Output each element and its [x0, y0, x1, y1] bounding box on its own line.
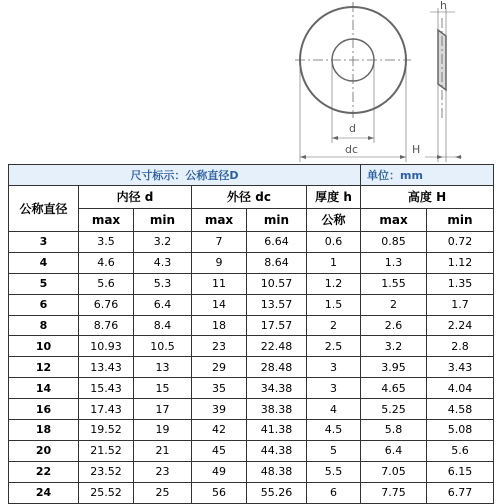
value-cell: 48.38 — [247, 461, 307, 482]
value-cell: 11 — [192, 273, 247, 294]
value-cell: 2 — [307, 315, 361, 336]
value-cell: 0.6 — [307, 232, 361, 253]
table-row — [9, 461, 494, 482]
sub-height-max: max — [361, 209, 427, 232]
value-cell: 23.52 — [79, 461, 134, 482]
value-cell: 6.64 — [247, 232, 307, 253]
header-outer: 外径 dc — [192, 186, 307, 209]
value-cell: 6 — [307, 482, 361, 503]
table-row — [9, 252, 494, 273]
value-cell: 10.57 — [247, 273, 307, 294]
value-cell: 41.38 — [247, 420, 307, 441]
value-cell: 28.48 — [247, 357, 307, 378]
value-cell: 1.7 — [427, 294, 494, 315]
value-cell: 29 — [192, 357, 247, 378]
value-cell: 44.38 — [247, 440, 307, 461]
washer-drawing — [0, 0, 500, 165]
table-caption: 尺寸标示：公称直径D — [9, 165, 361, 186]
value-cell: 2.24 — [427, 315, 494, 336]
value-cell: 5.6 — [79, 273, 134, 294]
value-cell: 6.4 — [361, 440, 427, 461]
dimension-arrows — [300, 136, 461, 159]
table-row — [9, 378, 494, 399]
value-cell: 6.76 — [79, 294, 134, 315]
value-cell: 8.64 — [247, 252, 307, 273]
value-cell: 1.55 — [361, 273, 427, 294]
table-row — [9, 399, 494, 420]
value-cell: 2.6 — [361, 315, 427, 336]
value-cell: 4.04 — [427, 378, 494, 399]
value-cell: 2 — [361, 294, 427, 315]
header-height: 高度 H — [361, 186, 494, 209]
spec-table — [8, 164, 494, 504]
value-cell: 17.43 — [79, 399, 134, 420]
value-cell: 19 — [134, 420, 192, 441]
table-row — [9, 357, 494, 378]
value-cell: 1.35 — [427, 273, 494, 294]
value-cell: 4.65 — [361, 378, 427, 399]
table-row — [9, 273, 494, 294]
nominal-cell: 18 — [9, 420, 79, 441]
value-cell: 22.48 — [247, 336, 307, 357]
value-cell: 3 — [307, 378, 361, 399]
subheader-row — [9, 209, 494, 232]
value-cell: 5.5 — [307, 461, 361, 482]
nominal-cell: 8 — [9, 315, 79, 336]
value-cell: 9 — [192, 252, 247, 273]
value-cell: 14 — [192, 294, 247, 315]
value-cell: 17.57 — [247, 315, 307, 336]
value-cell: 3.2 — [134, 232, 192, 253]
value-cell: 4.58 — [427, 399, 494, 420]
table-row — [9, 294, 494, 315]
value-cell: 3 — [307, 357, 361, 378]
sub-inner-min: min — [134, 209, 192, 232]
value-cell: 3.5 — [79, 232, 134, 253]
value-cell: 13.57 — [247, 294, 307, 315]
value-cell: 7 — [192, 232, 247, 253]
value-cell: 6.77 — [427, 482, 494, 503]
value-cell: 39 — [192, 399, 247, 420]
value-cell: 10.93 — [79, 336, 134, 357]
label-dc: dc — [345, 143, 359, 156]
value-cell: 8.4 — [134, 315, 192, 336]
nominal-cell: 10 — [9, 336, 79, 357]
value-cell: 34.38 — [247, 378, 307, 399]
nominal-cell: 20 — [9, 440, 79, 461]
table-row — [9, 315, 494, 336]
value-cell: 0.72 — [427, 232, 494, 253]
sub-height-min: min — [427, 209, 494, 232]
value-cell: 17 — [134, 399, 192, 420]
sub-thick-nominal: 公称 — [307, 209, 361, 232]
washer-side-view — [425, 8, 462, 162]
value-cell: 56 — [192, 482, 247, 503]
value-cell: 5.8 — [361, 420, 427, 441]
value-cell: 4.6 — [79, 252, 134, 273]
value-cell: 10.5 — [134, 336, 192, 357]
nominal-cell: 3 — [9, 232, 79, 253]
value-cell: 1.5 — [307, 294, 361, 315]
value-cell: 3.43 — [427, 357, 494, 378]
value-cell: 7.75 — [361, 482, 427, 503]
value-cell: 18 — [192, 315, 247, 336]
value-cell: 7.05 — [361, 461, 427, 482]
table-row — [9, 232, 494, 253]
nominal-cell: 6 — [9, 294, 79, 315]
value-cell: 35 — [192, 378, 247, 399]
label-h: h — [440, 0, 447, 12]
value-cell: 25 — [134, 482, 192, 503]
value-cell: 4 — [307, 399, 361, 420]
nominal-cell: 4 — [9, 252, 79, 273]
value-cell: 21 — [134, 440, 192, 461]
header-row — [9, 186, 494, 209]
value-cell: 5.08 — [427, 420, 494, 441]
value-cell: 15 — [134, 378, 192, 399]
value-cell: 23 — [192, 336, 247, 357]
nominal-cell: 5 — [9, 273, 79, 294]
value-cell: 8.76 — [79, 315, 134, 336]
value-cell: 5 — [307, 440, 361, 461]
value-cell: 2.5 — [307, 336, 361, 357]
sub-outer-max: max — [192, 209, 247, 232]
header-nominal: 公称直径 — [9, 186, 79, 232]
nominal-cell: 12 — [9, 357, 79, 378]
nominal-cell: 24 — [9, 482, 79, 503]
sub-outer-min: min — [247, 209, 307, 232]
value-cell: 45 — [192, 440, 247, 461]
table-row — [9, 420, 494, 441]
value-cell: 5.3 — [134, 273, 192, 294]
table-row — [9, 440, 494, 461]
value-cell: 5.6 — [427, 440, 494, 461]
value-cell: 1.3 — [361, 252, 427, 273]
value-cell: 19.52 — [79, 420, 134, 441]
value-cell: 23 — [134, 461, 192, 482]
value-cell: 6.15 — [427, 461, 494, 482]
value-cell: 1.12 — [427, 252, 494, 273]
value-cell: 49 — [192, 461, 247, 482]
nominal-cell: 14 — [9, 378, 79, 399]
value-cell: 3.2 — [361, 336, 427, 357]
value-cell: 38.38 — [247, 399, 307, 420]
value-cell: 1.2 — [307, 273, 361, 294]
nominal-cell: 22 — [9, 461, 79, 482]
label-H: H — [412, 143, 421, 156]
caption-row — [9, 165, 494, 186]
value-cell: 6.4 — [134, 294, 192, 315]
label-d: d — [349, 122, 356, 135]
washer-front-view — [295, 2, 411, 162]
value-cell: 55.26 — [247, 482, 307, 503]
value-cell: 13.43 — [79, 357, 134, 378]
value-cell: 1 — [307, 252, 361, 273]
value-cell: 13 — [134, 357, 192, 378]
value-cell: 0.85 — [361, 232, 427, 253]
value-cell: 4.3 — [134, 252, 192, 273]
table-row — [9, 336, 494, 357]
header-inner: 内径 d — [79, 186, 192, 209]
value-cell: 42 — [192, 420, 247, 441]
value-cell: 4.5 — [307, 420, 361, 441]
sub-inner-max: max — [79, 209, 134, 232]
value-cell: 3.95 — [361, 357, 427, 378]
unit-label: 单位：mm — [361, 165, 494, 186]
value-cell: 2.8 — [427, 336, 494, 357]
value-cell: 5.25 — [361, 399, 427, 420]
value-cell: 21.52 — [79, 440, 134, 461]
header-thickness: 厚度 h — [307, 186, 361, 209]
value-cell: 15.43 — [79, 378, 134, 399]
nominal-cell: 16 — [9, 399, 79, 420]
value-cell: 25.52 — [79, 482, 134, 503]
